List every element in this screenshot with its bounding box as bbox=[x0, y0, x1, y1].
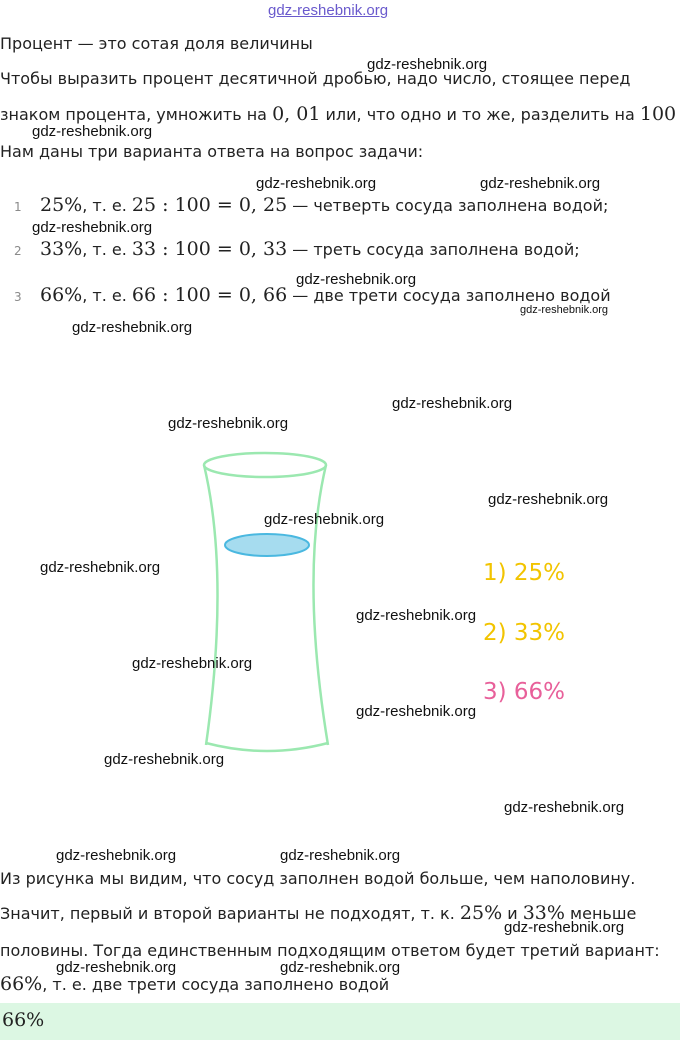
option-expr: 66 : 100 = 0, 66 bbox=[131, 284, 288, 306]
vessel-outline bbox=[204, 465, 328, 745]
rule-text-a: знаком процента, умножить на bbox=[0, 105, 273, 124]
option-mid: , т. е. bbox=[82, 240, 132, 259]
watermark: gdz-reshebnik.org bbox=[56, 847, 177, 864]
intro-text: Нам даны три варианта ответа на вопрос задачи: bbox=[0, 142, 424, 161]
watermark: gdz-reshebnik.org bbox=[72, 319, 193, 336]
watermark: gdz-reshebnik.org bbox=[40, 559, 161, 576]
watermark: gdz-reshebnik.org bbox=[32, 219, 153, 236]
option-desc: — две трети сосуда заполнено водой bbox=[287, 286, 611, 305]
site-watermark-link[interactable]: gdz-reshebnik.org bbox=[268, 2, 389, 19]
watermark: gdz-reshebnik.org bbox=[480, 175, 601, 192]
vessel-rim bbox=[204, 453, 326, 477]
option-desc: — треть сосуда заполнена водой; bbox=[287, 240, 580, 259]
option-mid: , т. е. bbox=[82, 196, 132, 215]
option-pct: 25% bbox=[40, 194, 83, 216]
watermark: gdz-reshebnik.org bbox=[356, 703, 477, 720]
conclusion-line-4 bbox=[0, 973, 389, 996]
legend-item-2: 2) 33% bbox=[483, 620, 566, 646]
rule-math-1: 0, 01 bbox=[272, 103, 321, 125]
watermark: gdz-reshebnik.org bbox=[56, 959, 177, 976]
option-expr: 33 : 100 = 0, 33 bbox=[131, 238, 288, 260]
vessel-bottom bbox=[206, 743, 328, 751]
rule-math-2: 100 bbox=[639, 103, 677, 125]
conclusion-text-c: меньше bbox=[564, 904, 637, 923]
option-mid: , т. е. bbox=[82, 286, 132, 305]
option-expr: 25 : 100 = 0, 25 bbox=[131, 194, 288, 216]
watermark: gdz-reshebnik.org bbox=[132, 655, 253, 672]
watermark: gdz-reshebnik.org bbox=[256, 175, 377, 192]
watermark: gdz-reshebnik.org bbox=[264, 511, 385, 528]
watermark: gdz-reshebnik.org bbox=[168, 415, 289, 432]
conclusion-math-2: 33% bbox=[522, 902, 565, 924]
watermark: gdz-reshebnik.org bbox=[520, 304, 609, 316]
vessel-figure bbox=[190, 445, 350, 755]
watermark: gdz-reshebnik.org bbox=[504, 799, 625, 816]
option-number: 2 bbox=[14, 244, 22, 258]
rule-line-1: Чтобы выразить процент десятичной дробью, надо число, стоящее перед bbox=[0, 69, 631, 88]
watermark: gdz-reshebnik.org bbox=[504, 919, 625, 936]
watermark: gdz-reshebnik.org bbox=[104, 751, 225, 768]
answer-value: 66% bbox=[2, 1009, 45, 1031]
rule-text-b: или, что одно и то же, разделить на bbox=[320, 105, 640, 124]
water-surface bbox=[225, 534, 309, 556]
conclusion-text-b: и bbox=[502, 904, 523, 923]
legend-item-3: 3) 66% bbox=[483, 679, 566, 705]
option-pct: 33% bbox=[40, 238, 83, 260]
watermark: gdz-reshebnik.org bbox=[280, 959, 401, 976]
watermark: gdz-reshebnik.org bbox=[280, 847, 401, 864]
option-number: 1 bbox=[14, 200, 22, 214]
option-desc: — четверть сосуда заполнена водой; bbox=[287, 196, 609, 215]
option-1 bbox=[40, 194, 608, 217]
watermark: gdz-reshebnik.org bbox=[367, 56, 488, 73]
definition-text: Процент — это сотая доля величины bbox=[0, 34, 313, 53]
option-2 bbox=[40, 238, 580, 261]
watermark: gdz-reshebnik.org bbox=[488, 491, 609, 508]
option-number: 3 bbox=[14, 290, 22, 304]
watermark: gdz-reshebnik.org bbox=[296, 271, 417, 288]
conclusion-text-a: Значит, первый и второй варианты не подходят, т. к. bbox=[0, 904, 460, 923]
option-pct: 66% bbox=[40, 284, 83, 306]
watermark: gdz-reshebnik.org bbox=[32, 123, 153, 140]
conclusion-text-d: , т. е. две трети сосуда заполнено водой bbox=[42, 975, 390, 994]
conclusion-line-1: Из рисунка мы видим, что сосуд заполнен водой больше, чем наполовину. bbox=[0, 869, 636, 888]
watermark: gdz-reshebnik.org bbox=[392, 395, 513, 412]
conclusion-math-1: 25% bbox=[459, 902, 503, 924]
conclusion-math-3: 66% bbox=[0, 973, 43, 995]
legend-item-1: 1) 25% bbox=[483, 560, 566, 586]
conclusion-line-3: половины. Тогда единственным подходящим ответом будет третий вариант: bbox=[0, 941, 660, 960]
watermark: gdz-reshebnik.org bbox=[356, 607, 477, 624]
answer-box bbox=[0, 1003, 680, 1040]
